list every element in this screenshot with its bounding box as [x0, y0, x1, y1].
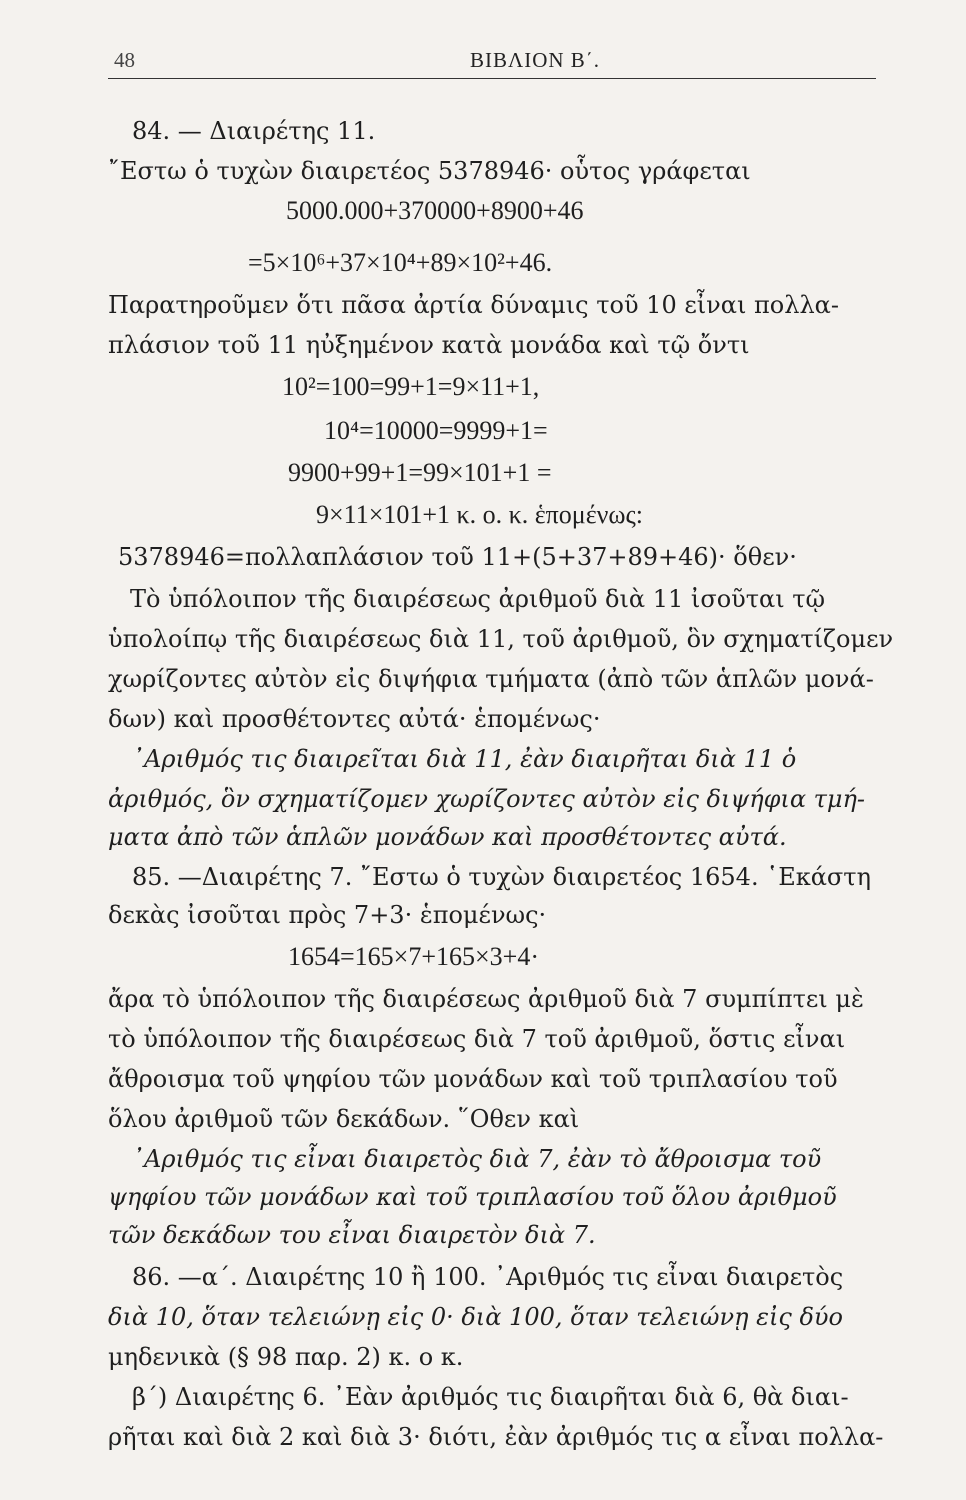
text-line: δων) καὶ προσθέτοντες αὐτά· ἑπομένως· [108, 705, 601, 733]
text-line: ῎Εστω ὁ τυχὼν διαιρετέος 5378946· οὗτος γράφεται [108, 157, 751, 185]
equation-line: 5000.000+370000+8900+46 [286, 196, 584, 225]
text-line: τὸ ὑπόλοιπον τῆς διαιρέσεως διὰ 7 τοῦ ἀριθμοῦ, ὅστις εἶναι [108, 1025, 846, 1053]
section-85-heading: 85. —Διαιρέτης 7. ῎Εστω ὁ τυχὼν διαιρετέος 1654. ῾Εκάστη [132, 863, 871, 891]
equation-line: 10⁴=10000=9999+1= [324, 416, 548, 445]
text-line: δεκὰς ἰσοῦται πρὸς 7+3· ἑπομένως· [108, 901, 547, 929]
text-line: Παρατηροῦμεν ὅτι πᾶσα ἀρτία δύναμις τοῦ 10 εἶναι πολλα- [108, 291, 839, 319]
text-line: ὑπολοίπῳ τῆς διαιρέσεως διὰ 11, τοῦ ἀριθμοῦ, ὃν σχηματίζομεν [108, 625, 894, 653]
text-line: μηδενικὰ (§ 98 παρ. 2) κ. ο κ. [108, 1343, 464, 1371]
text-line: Τὸ ὑπόλοιπον τῆς διαιρέσεως ἀριθμοῦ διὰ 11 ἰσοῦται τῷ [130, 585, 826, 613]
theorem-line: ψηφίου τῶν μονάδων καὶ τοῦ τριπλασίου τοῦ ὅλου ἀριθμοῦ [108, 1183, 837, 1211]
section-86-heading: 86. —α΄. Διαιρέτης 10 ἢ 100. ᾿Αριθμός τις εἶναι διαιρετὸς [132, 1263, 844, 1291]
equation-line: =5×10⁶+37×10⁴+89×10²+46. [248, 248, 553, 277]
text-line: ὅλου ἀριθμοῦ τῶν δεκάδων. ῞Οθεν καὶ [108, 1105, 580, 1133]
text-line: ρῆται καὶ διὰ 2 καὶ διὰ 3· διότι, ἐὰν ἀριθμός τις α εἶναι πολλα- [108, 1423, 884, 1451]
theorem-line: ᾿Αριθμός τις διαιρεῖται διὰ 11, ἐὰν διαιρῆται διὰ 11 ὁ [132, 745, 797, 773]
equation-line: 1654=165×7+165×3+4· [288, 942, 539, 971]
equation-line: 5378946=πολλαπλάσιον τοῦ 11+(5+37+89+46)· ὅθεν· [118, 543, 797, 571]
section-84-heading: 84. — Διαιρέτης 11. [132, 117, 376, 145]
text-line: πλάσιον τοῦ 11 ηὐξημένον κατὰ μονάδα καὶ τῷ ὄντι [108, 331, 750, 359]
text-line: διὰ 10, ὅταν τελειώνῃ εἰς 0· διὰ 100, ὅταν τελειώνῃ εἰς δύο [108, 1303, 843, 1331]
theorem-line: ματα ἀπὸ τῶν ἁπλῶν μονάδων καὶ προσθέτοντες αὐτά. [108, 823, 787, 851]
theorem-line: ᾿Αριθμός τις εἶναι διαιρετὸς διὰ 7, ἐὰν τὸ ἄθροισμα τοῦ [132, 1145, 822, 1173]
page-number: 48 [114, 48, 135, 72]
text-line: χωρίζοντες αὐτὸν εἰς διψήφια τμήματα (ἀπὸ τῶν ἁπλῶν μονά- [108, 665, 874, 693]
equation-line: 10²=100=99+1=9×11+1, [282, 372, 540, 401]
theorem-line: ἀριθμός, ὃν σχηματίζομεν χωρίζοντες αὐτὸν εἰς διψήφια τμή- [108, 785, 866, 813]
text-line: ἄρα τὸ ὑπόλοιπον τῆς διαιρέσεως ἀριθμοῦ διὰ 7 συμπίπτει μὲ [108, 985, 864, 1013]
page-header [108, 48, 876, 79]
theorem-line: τῶν δεκάδων του εἶναι διαιρετὸν διὰ 7. [108, 1221, 596, 1249]
text-line: ἄθροισμα τοῦ ψηφίου τῶν μονάδων καὶ τοῦ τριπλασίου τοῦ [108, 1065, 838, 1093]
running-head: ΒΙΒΛΙΟΝ Β΄. [470, 48, 601, 72]
equation-line: 9900+99+1=99×101+1 = [288, 458, 552, 487]
text-line: β΄) Διαιρέτης 6. ᾿Εὰν ἀριθμός τις διαιρῆται διὰ 6, θὰ διαι- [132, 1383, 849, 1411]
equation-line: 9×11×101+1 κ. ο. κ. ἑπομένως: [316, 500, 644, 529]
